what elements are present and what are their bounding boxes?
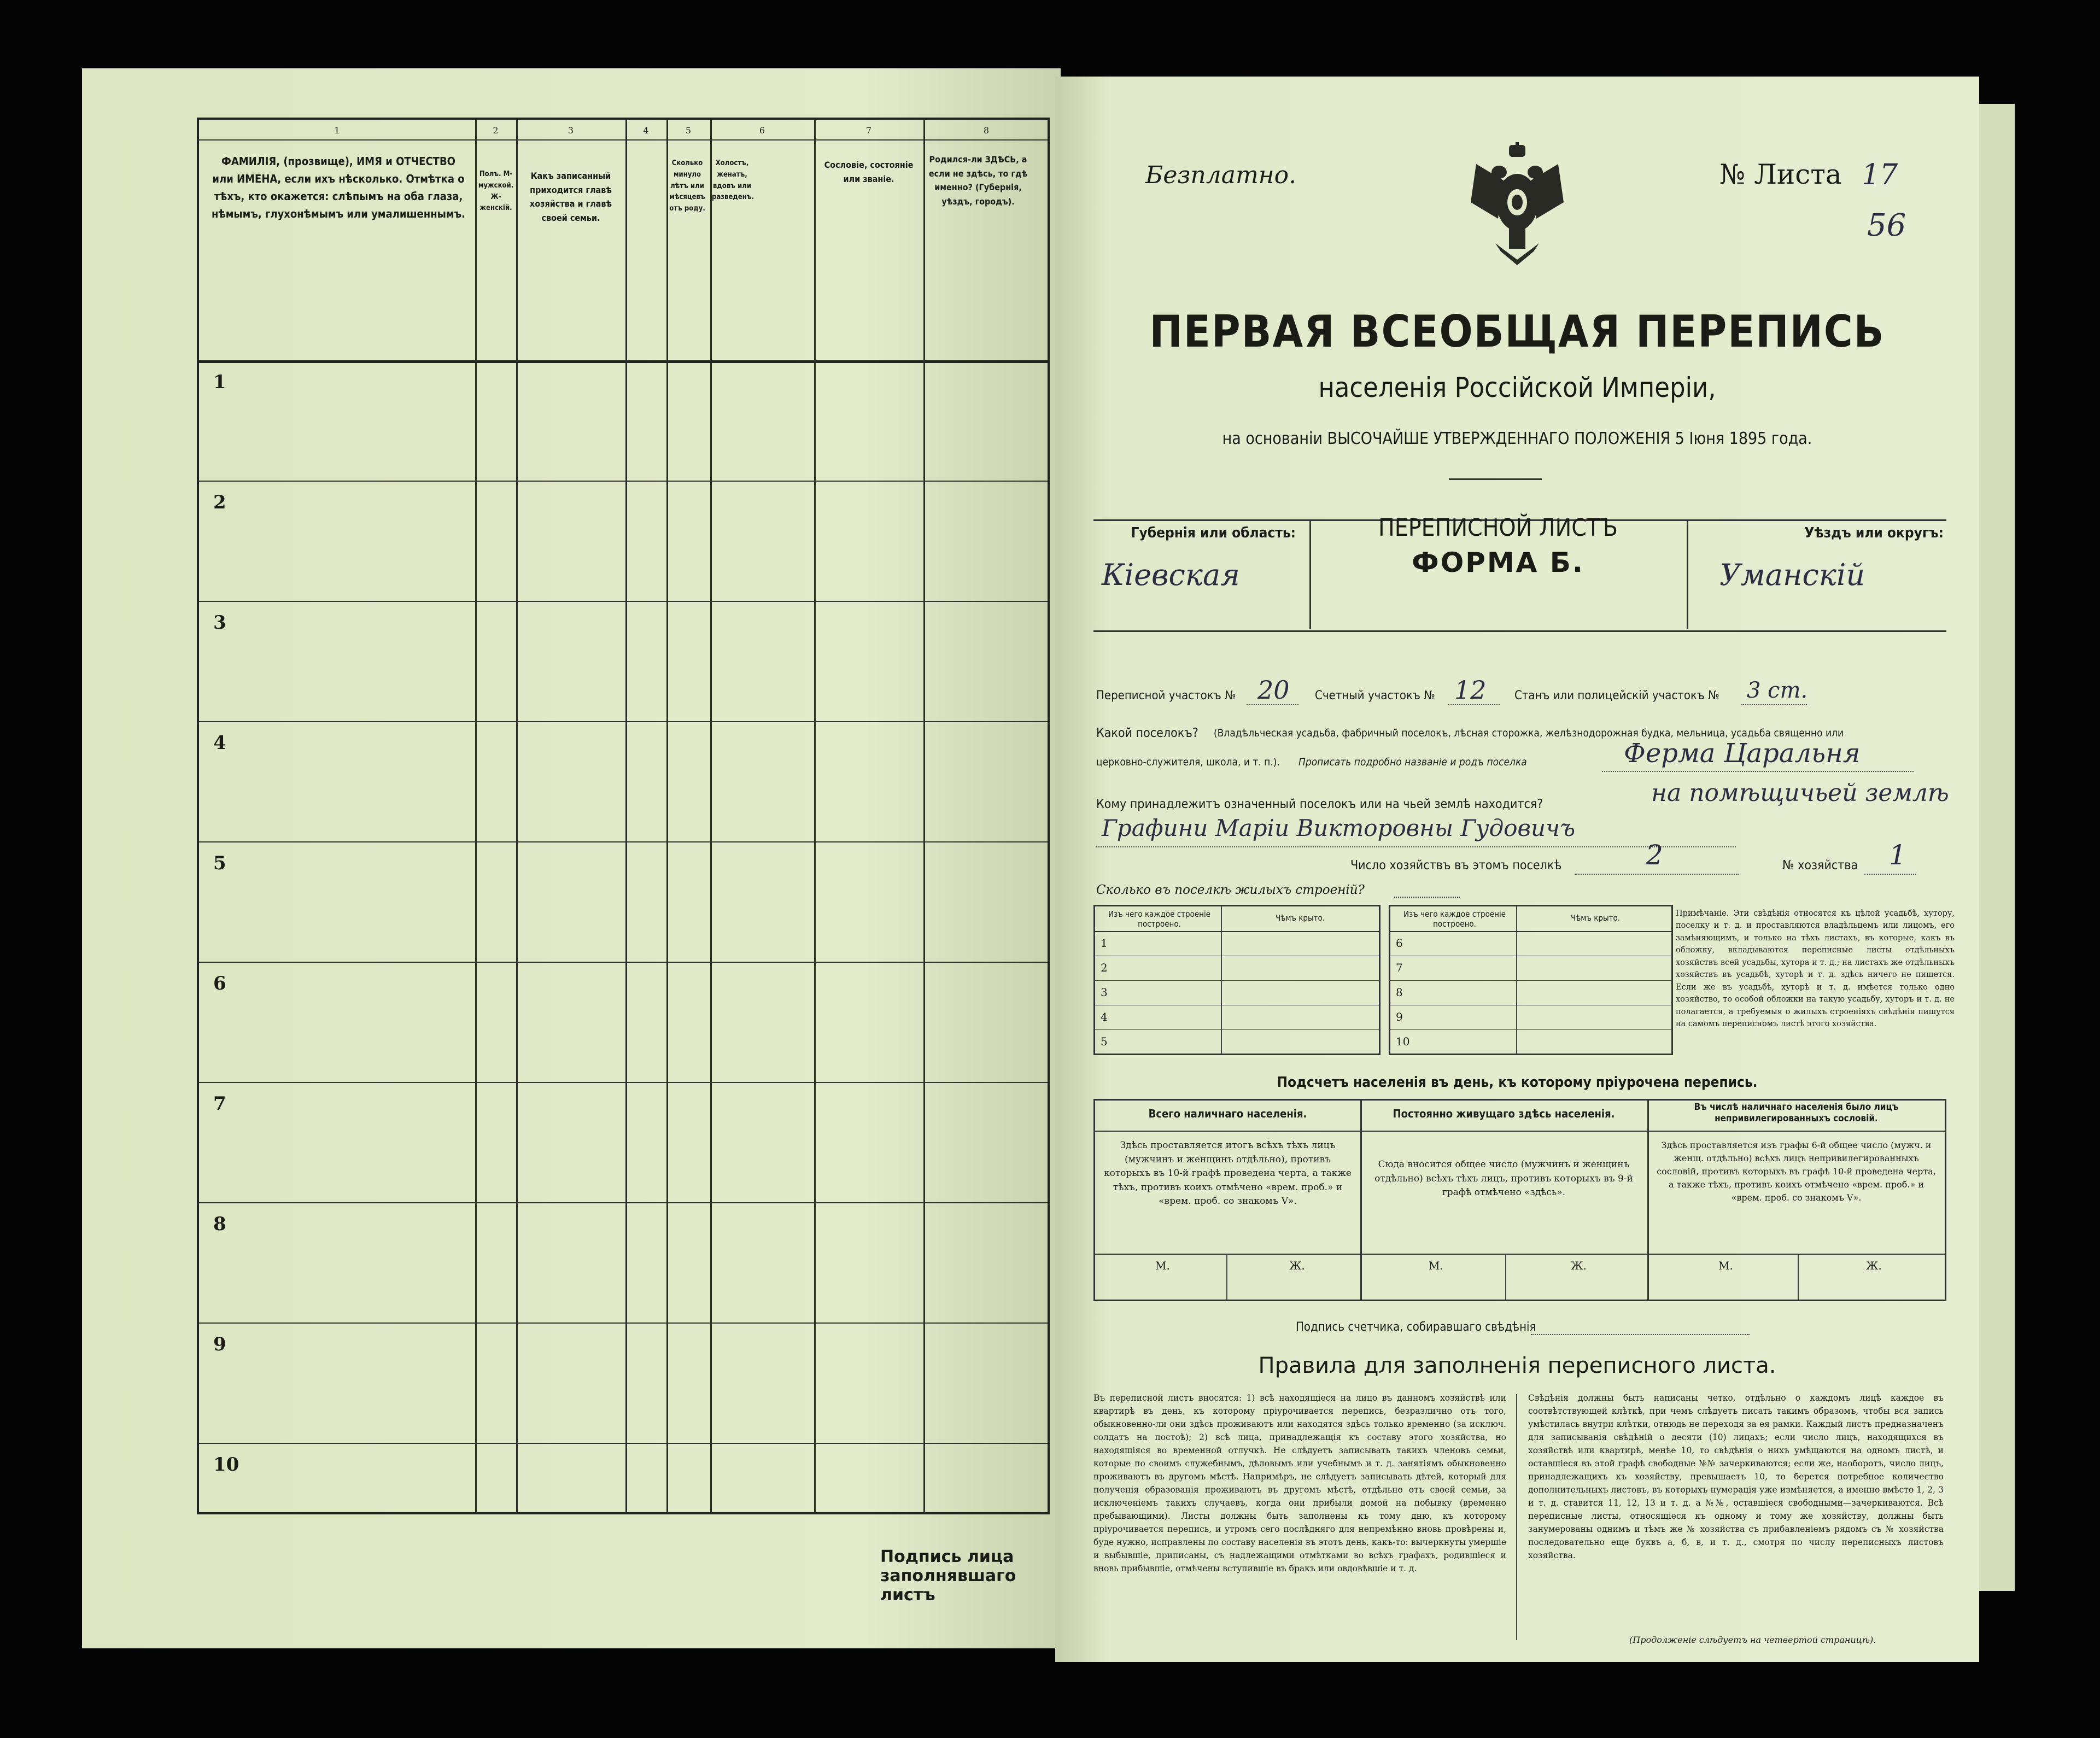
sheet-name: ПЕРЕПИСНОЙ ЛИСТЪ <box>1378 514 1618 542</box>
col-header-name: ФАМИЛІЯ, (прозвище), ИМЯ и ОТЧЕСТВО или ИМЕНА, если ихъ нѣсколько. Отмѣтка о тѣхъ, кто окажется: слѣпымъ на оба глаза, нѣмымъ, глухонѣмымъ или умалишеннымъ. <box>212 155 465 220</box>
row-number: 8 <box>213 1213 226 1235</box>
row-line <box>199 841 1048 842</box>
pop-col2-desc: Сюда вносится общее число (мужчинъ и женщинъ отдѣльно) всѣхъ тѣхъ лицъ, противъ которыхъ въ 9-й графѣ отмѣчено «здѣсь». <box>1374 1159 1633 1198</box>
col-number: 6 <box>759 125 765 136</box>
population-table <box>1093 1099 1946 1301</box>
gubernia-label: Губернія или область: <box>1131 525 1296 541</box>
household-number-handwritten: 1 <box>1889 839 1906 871</box>
owner-label: Кому принадлежитъ означенный поселокъ или на чьей землѣ находится? <box>1096 797 1543 811</box>
pop-col3-desc: Здѣсь проставляется изъ графы 6-й общее число (мужч. и женщ. отдѣльно) всѣхъ лицъ непривилегированныхъ сословій, противъ которыхъ въ графѣ 10-й проведена черта, а также тѣхъ, противъ коихъ отмѣчено «врем. проб.» и «врем. проб. со знакомъ V». <box>1657 1140 1936 1203</box>
male-label: М. <box>1429 1259 1443 1272</box>
sheet-number-handwritten-2: 56 <box>1867 208 1906 243</box>
row-line <box>199 721 1048 722</box>
fill-line <box>1741 704 1807 705</box>
rules-divider <box>1516 1394 1517 1640</box>
buildings-table-right <box>1389 905 1673 1055</box>
fill-line <box>1602 771 1914 772</box>
building-number: 6 <box>1396 937 1403 950</box>
counter-signature-label: Подпись счетчика, собиравшаго свѣдѣнія <box>1296 1320 1536 1334</box>
stan-handwritten: 3 ст. <box>1747 678 1808 703</box>
col-material-header: Изъ чего каждое строеніе построено. <box>1403 909 1506 929</box>
settlement-hint-italic: Прописать подробно названіе и родъ поселка <box>1298 756 1527 768</box>
row-number: 9 <box>213 1333 226 1355</box>
row-line <box>199 1322 1048 1324</box>
building-number: 2 <box>1101 961 1108 974</box>
col-number: 2 <box>493 125 499 136</box>
header-bottom-line <box>199 360 1048 363</box>
building-number: 1 <box>1101 937 1108 950</box>
building-number: 5 <box>1101 1035 1108 1048</box>
census-district-handwritten: 20 <box>1257 675 1290 705</box>
settlement-handwritten: Ферма Царальня <box>1624 738 1861 769</box>
col-roof-header: Чѣмъ крыто. <box>1275 913 1325 923</box>
settlement-hint-2: церковно-служителя, школа, и т. п.). <box>1096 756 1280 768</box>
row-number: 1 <box>213 371 226 393</box>
census-basis: на основаніи ВЫСОЧАЙШЕ УТВЕРЖДЕННАГО ПОЛОЖЕНІЯ 5 Іюня 1895 года. <box>1222 429 1812 448</box>
buildings-table-left <box>1093 905 1380 1055</box>
census-subtitle: населенія Россійской Имперіи, <box>1318 372 1716 403</box>
gubernia-handwritten: Кіевская <box>1102 558 1240 592</box>
female-label: Ж. <box>1571 1259 1587 1272</box>
rules-right-column: Свѣдѣнія должны быть написаны четко, отдѣльно о каждомъ лицѣ каждое въ соотвѣтствующей клѣткѣ, при чемъ слѣдуетъ писать такимъ образомъ, чтобы вся запись умѣстилась внутри клѣтки, отнюдь не переходя за ея рамки. Каждый листъ предназначенъ для записыванія свѣдѣній о десяти (10) лицахъ; если число лицъ, находящихся въ хозяйствѣ или квартирѣ, менѣе 10, то свѣдѣнія о нихъ умѣщаются на одномъ листѣ, и оставшіеся въ этой графѣ свободные №№ зачеркиваются; если же, наоборотъ, число лицъ, принадлежащихъ къ хозяйству, превышаетъ 10, то берется потребное количество дополнительныхъ листовъ, въ которыхъ нумерація уже измѣняется, а именно вмѣсто 1, 2, 3 и т. д. ставится 11, 12, 13 и т. д. а №№, оставшіеся свободными—зачеркиваются. Всѣ переписные листы, относящіеся къ одному и тому же хозяйству, должны быть занумерованы однимъ и тѣмъ же № хозяйства съ прибавленіемъ рядомъ съ № хозяйства последовательно еще буквъ а, б, в, и т. д., смотря по числу переписныхъ листовъ хозяйства. <box>1528 1393 1944 1561</box>
col-divider <box>475 120 477 1512</box>
households-label: Число хозяйствъ въ этомъ поселкѣ <box>1350 858 1562 873</box>
pop-col1-desc: Здѣсь проставляется итогъ всѣхъ тѣхъ лицъ (мужчинъ и женщинъ отдѣльно), противъ которыхъ въ 10-й графѣ проведена черта, а также тѣхъ, противъ коихъ отмѣчено «врем. проб.» и «врем. проб. со знакомъ V». <box>1104 1140 1352 1207</box>
col-header-estate: Сословіе, состояніе или званіе. <box>824 160 914 184</box>
settlement-label: Какой поселокъ? <box>1096 726 1198 740</box>
fill-line <box>1864 874 1916 875</box>
col-header-age: Сколько минуло лѣтъ или мѣсяцевъ отъ роду. <box>669 159 705 213</box>
left-page <box>82 68 1061 1648</box>
col-number: 8 <box>983 125 990 136</box>
signature-line <box>1531 1334 1750 1335</box>
household-number-label: № хозяйства <box>1782 858 1858 873</box>
sheet-number-handwritten: 17 <box>1862 159 1898 191</box>
col-divider <box>516 120 518 1512</box>
col-number: 4 <box>643 125 649 136</box>
col-header-marital: Холостъ, женатъ, вдовъ или разведенъ. <box>712 159 754 202</box>
male-label: М. <box>1155 1259 1170 1272</box>
sheet-number-label: № Листа <box>1719 159 1842 190</box>
col-number: 1 <box>334 125 340 136</box>
row-number: 7 <box>213 1093 226 1115</box>
row-line <box>199 1202 1048 1203</box>
pop-col2-title: Постоянно живущаго здѣсь населенія. <box>1393 1107 1615 1120</box>
row-line <box>199 1082 1048 1083</box>
households-handwritten: 2 <box>1646 839 1663 871</box>
divider <box>1449 478 1542 480</box>
persons-table <box>197 118 1050 1514</box>
building-number: 9 <box>1396 1010 1403 1023</box>
count-district-handwritten: 12 <box>1454 675 1487 705</box>
col-number: 7 <box>865 125 872 136</box>
col-divider <box>923 120 925 1512</box>
col-number: 5 <box>685 125 692 136</box>
building-number: 3 <box>1101 986 1108 999</box>
uezd-handwritten: Уманскій <box>1719 558 1865 592</box>
col-header-birthplace: Родился-ли ЗДѢСЬ, а если не здѣсь, то гдѣ именно? (Губернія, уѣздъ, городъ). <box>928 154 1028 207</box>
building-number: 4 <box>1101 1010 1108 1023</box>
row-number: 6 <box>213 973 226 994</box>
col-header-relation: Какъ записанный приходится главѣ хозяйства и главѣ своей семьи. <box>529 171 612 223</box>
left-signature-label: Подпись лица заполнявшаго листъ <box>880 1547 1016 1605</box>
owner-handwritten: на помѣщичьей землѣ <box>1651 779 1949 807</box>
row-line <box>199 601 1048 602</box>
col-number: 3 <box>568 125 574 136</box>
fill-line <box>1394 897 1460 898</box>
continued-note: (Продолженіе слѣдуетъ на четвертой страницѣ). <box>1629 1635 1876 1645</box>
rules-title: Правила для заполненія переписного листа. <box>1258 1353 1776 1378</box>
row-number: 2 <box>213 491 226 513</box>
buildings-note: Примѣчаніе. Эти свѣдѣнія относятся къ цѣлой усадьбѣ, хутору, поселку и т. д. и проставляются владѣльцемъ или лицомъ, его замѣняющимъ, и только на тѣхъ листахъ, въ которые, какъ въ обложку, вкладываются переписные листы отдѣльныхъ хозяйствъ всей усадьбы, хутора и т. д.; на листахъ же отдѣльныхъ хозяйствъ въ усадьбѣ, хуторѣ и т. д. здѣсь ничего не пишется. Если же въ усадьбѣ, хуторѣ и т. д. имѣется только одно хозяйство, то особой обложки на такую усадьбу, хуторъ и т. д. не полагается, а требуемыя о жилыхъ строеніяхъ свѣдѣнія пишутся на самомъ переписномъ листѣ этого хозяйства. <box>1676 909 1955 1029</box>
fill-line <box>1575 874 1739 875</box>
buildings-label: Сколько въ поселкѣ жилыхъ строеній? <box>1096 883 1365 897</box>
owner-handwritten-2: Графини Маріи Викторовны Гудовичъ <box>1102 815 1576 841</box>
building-number: 8 <box>1396 986 1403 999</box>
count-district-label: Счетный участокъ № <box>1315 689 1435 703</box>
population-title: Подсчетъ населенія въ день, къ которому пріурочена перепись. <box>1277 1074 1758 1091</box>
row-number: 10 <box>213 1454 239 1476</box>
col-divider <box>666 120 668 1512</box>
col-divider <box>625 120 627 1512</box>
male-label: М. <box>1718 1259 1733 1272</box>
rules-left-column: Въ переписной листъ вносятся: 1) всѣ находящіеся на лицо въ данномъ хозяйствѣ или квартирѣ въ день, къ которому пріурочивается перепись, безразлично отъ того, обыкновенно-ли они здѣсь проживаютъ или находятся здѣсь только временно (за исключ. солдатъ на постоѣ); 2) всѣ лица, принадлежащія къ составу этого хозяйства, но находящіяся во временной отлучкѣ. Не слѣдуетъ записывать такихъ членовъ семьи, которые по своимъ служебнымъ, дѣловымъ или учебнымъ и т. д. занятіямъ обыкновенно проживаютъ въ другомъ мѣстѣ. Напримѣръ, не слѣдуетъ записывать дѣтей, который для полученія образованія проживаютъ въ другомъ мѣстѣ, отдѣльно отъ своей семьи, за исключеніемъ такихъ случаевъ, когда они прибыли домой на побывку (временно пребывающими). Листы должны быть заполнены къ тому дню, къ которому пріурочивается перепись, и утромъ сего послѣдняго для непремѣнно вновь провѣрены и, буде нужно, исправлены по составу населенія въ этотъ день, какъ-то: вычеркнуты умершіе и выбывшіе, приписаны, съ надлежащими отмѣтками во всѣхъ графахъ, родившіеся и вновь прибывшіе, отмѣчены вступившіе въ бракъ или овдовѣвшіе и т. д. <box>1093 1393 1506 1574</box>
col-divider <box>710 120 712 1512</box>
census-title: ПЕРВАЯ ВСЕОБЩАЯ ПЕРЕПИСЬ <box>1149 306 1885 357</box>
row-line <box>199 962 1048 963</box>
col-divider <box>814 120 816 1512</box>
row-number: 5 <box>213 852 226 874</box>
row-number: 4 <box>213 732 226 754</box>
census-district-label: Переписной участокъ № <box>1096 689 1236 703</box>
stan-label: Станъ или полицейскій участокъ № <box>1514 689 1719 703</box>
pop-col3-title: Въ числѣ наличнаго населенія было лицъ непривилегированныхъ сословій. <box>1694 1102 1899 1125</box>
uezd-label: Уѣздъ или округъ: <box>1804 525 1944 541</box>
female-label: Ж. <box>1289 1259 1305 1272</box>
pop-col1-title: Всего наличнаго населенія. <box>1148 1107 1307 1120</box>
female-label: Ж. <box>1866 1259 1882 1272</box>
row-number: 3 <box>213 612 226 634</box>
col-material-header: Изъ чего каждое строеніе построено. <box>1108 909 1211 929</box>
col-roof-header: Чѣмъ крыто. <box>1570 913 1621 923</box>
double-headed-eagle-icon <box>1465 142 1569 268</box>
right-page <box>1055 77 1979 1662</box>
building-number: 7 <box>1396 961 1403 974</box>
building-number: 10 <box>1396 1035 1410 1048</box>
header-line <box>199 139 1048 141</box>
free-label: Безплатно. <box>1145 161 1297 189</box>
form-name: ФОРМА Б. <box>1412 547 1584 578</box>
fill-line <box>1096 846 1736 847</box>
row-line <box>199 481 1048 482</box>
settlement-hint: (Владѣльческая усадьба, фабричный поселокъ, лѣсная сторожка, желѣзнодорожная будка, мельница, усадьба священно или <box>1214 727 1844 739</box>
row-line <box>199 1443 1048 1444</box>
col-header-sex: Полъ. М-мужской. Ж-женскій. <box>478 170 514 213</box>
